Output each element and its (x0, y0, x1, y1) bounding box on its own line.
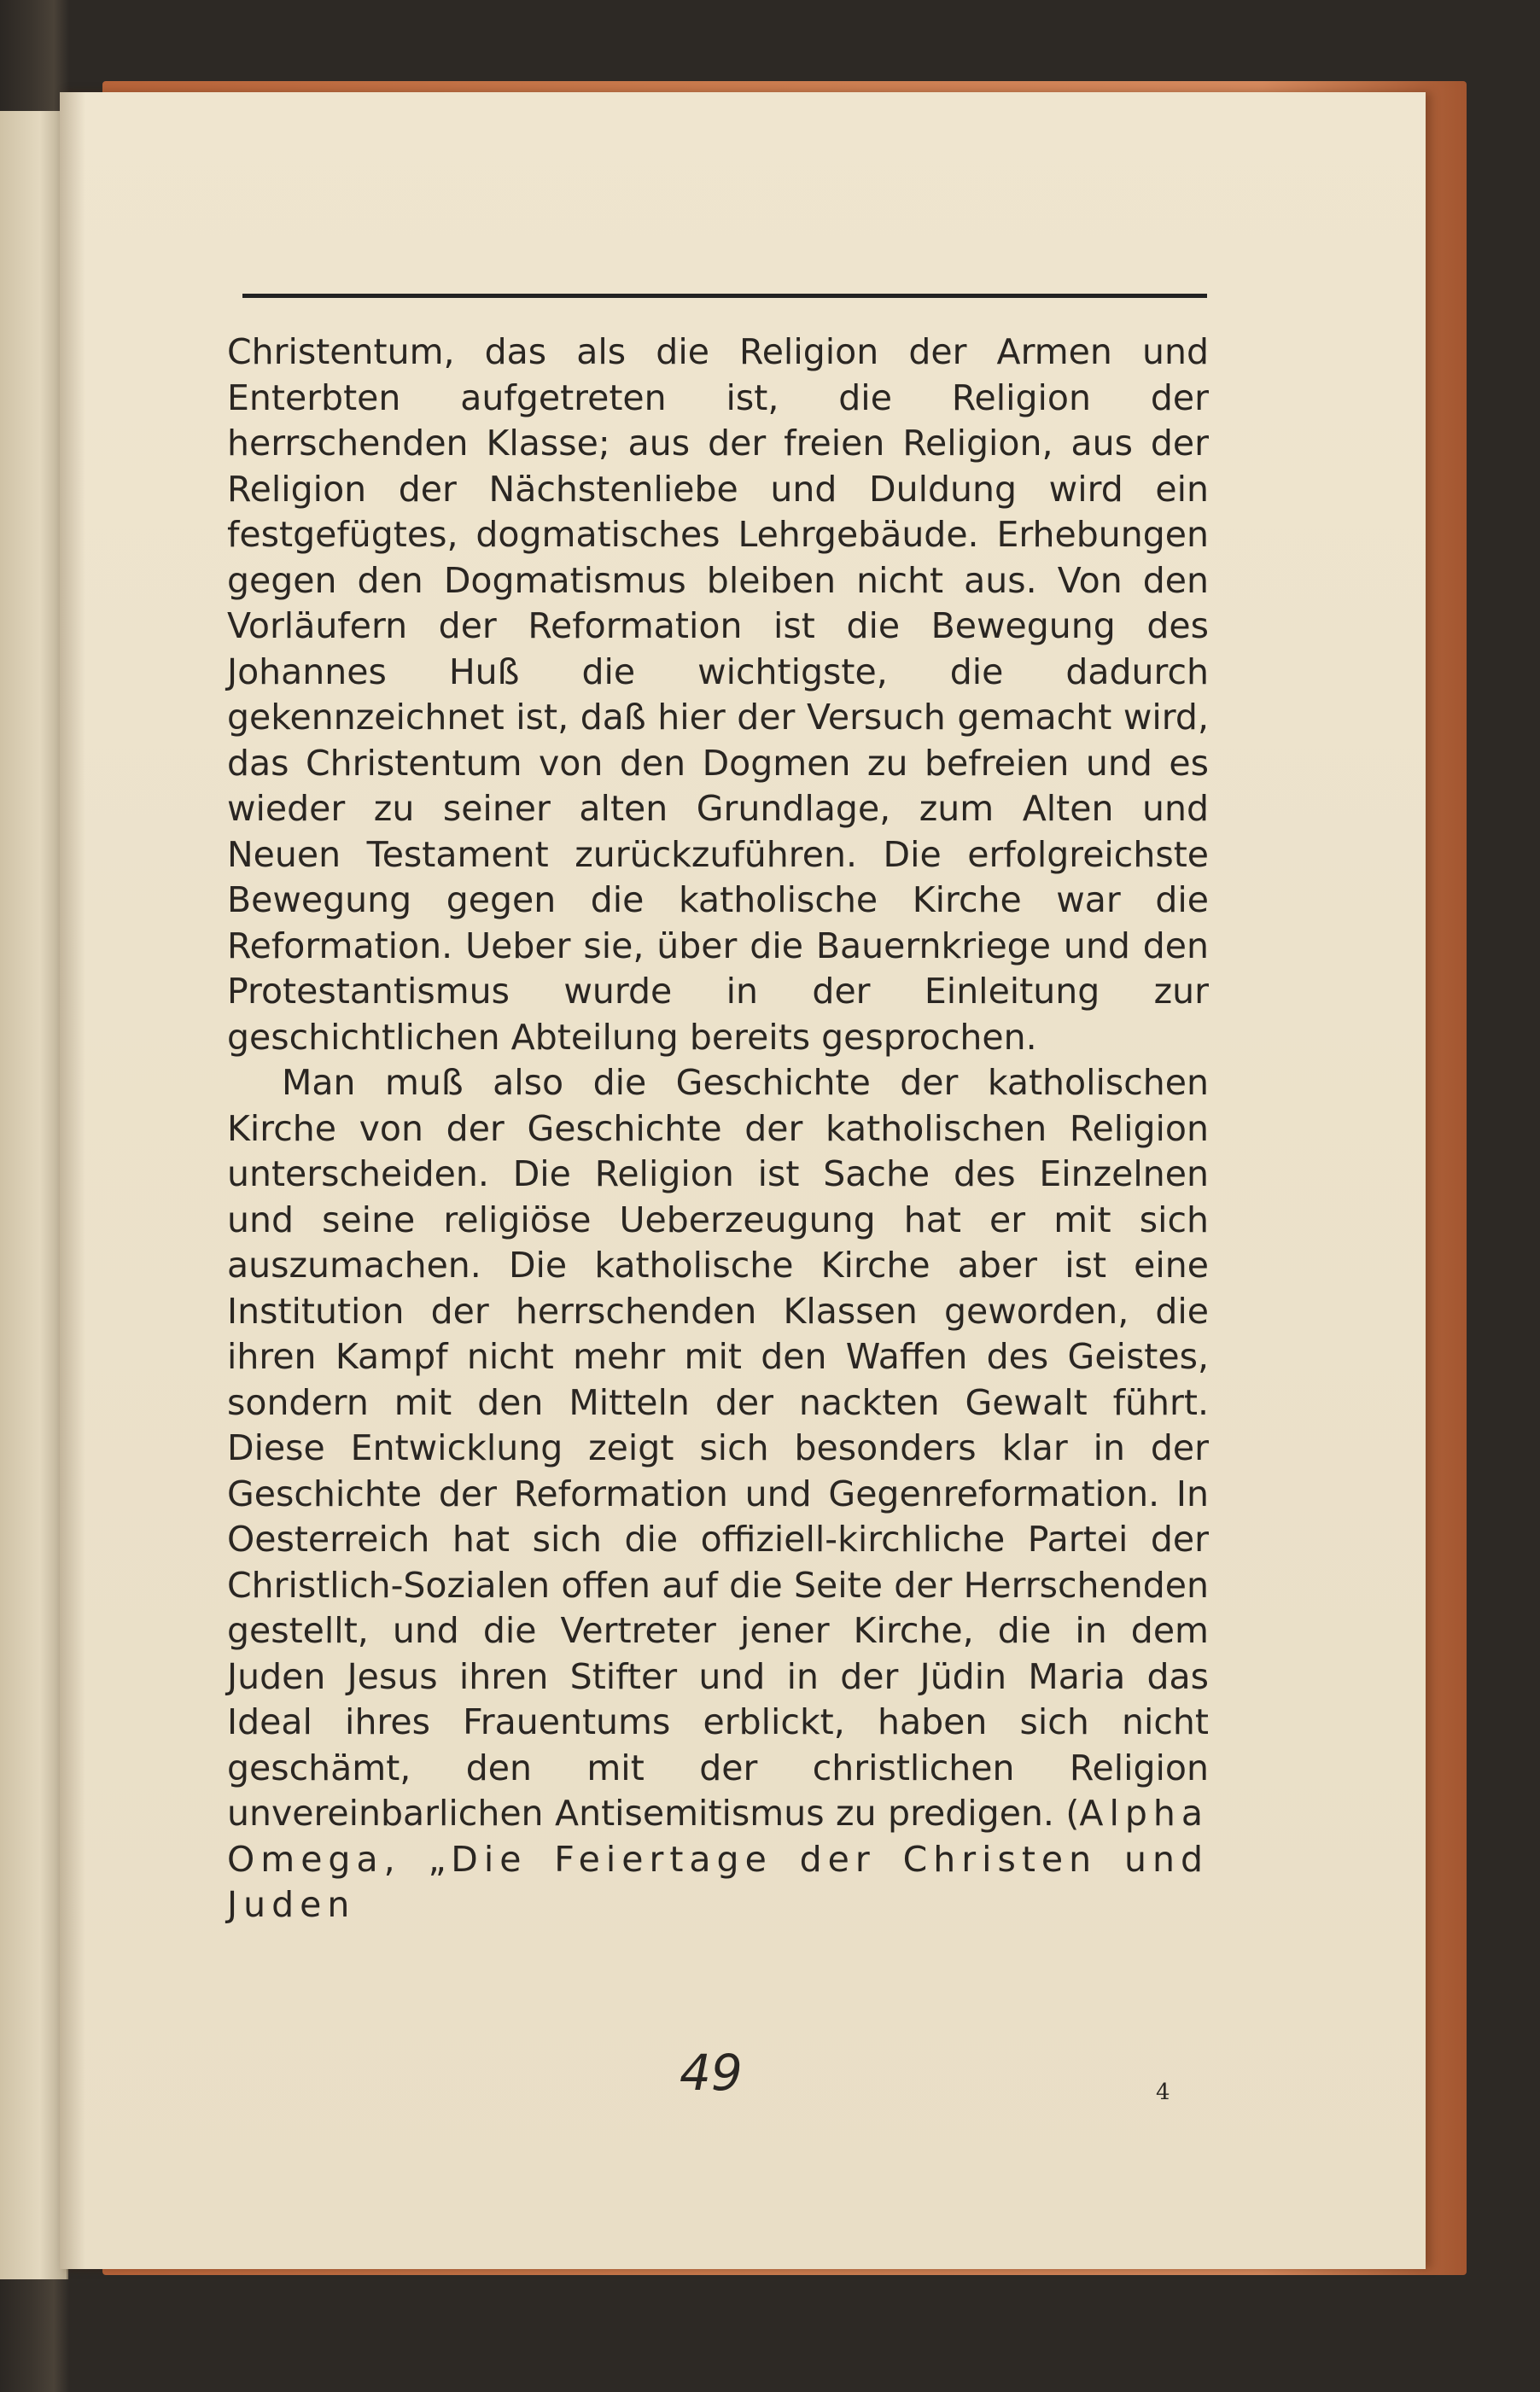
header-rule (242, 294, 1207, 298)
book-page (60, 92, 1426, 2269)
citation-spaced: Alpha Omega, „Die Feiertage der Christen und Juden (227, 1793, 1209, 1925)
signature-mark: 4 (1156, 2080, 1170, 2105)
paragraph-2 (227, 1060, 1209, 1928)
page-number: 49 (680, 2044, 743, 2102)
paragraph-1: Christentum, das als die Religion der Armen und Enterbten aufgetreten ist, die Religion der herrschenden Klasse; aus der freien Religion, aus der Religion der Nächstenliebe und Duldung wird ein festgefügtes, dogmatisches Lehrgebäude. Erhebungen gegen den Dogmatismus bleiben nicht aus. Von den Vorläufern der Reformation ist die Bewegung des Johannes Huß die wichtigste, die dadurch gekennzeichnet ist, daß hier der Versuch gemacht wird, das Christentum von den Dogmen zu befreien und es wieder zu seiner alten Grundlage, zum Alten und Neuen Testament zurückzuführen. Die erfolgreichste Bewegung gegen die katholische Kirche war die Reformation. Ueber sie, über die Bauernkriege und den Protestantismus wurde in der Einleitung zur geschichtlichen Abteilung bereits gesprochen. (227, 331, 1209, 1058)
paragraph-2-text: Man muß also die Geschichte der katholischen Kirche von der Geschichte der katholischen Religion unterscheiden. Die Religion ist Sache des Einzelnen und seine religiöse Ueberzeugung hat er mit sich auszumachen. Die katholische Kirche aber ist eine Institution der herrschenden Klassen geworden, die ihren Kampf nicht mehr mit den Waffen des Geistes, sondern mit den Mitteln der nackten Gewalt führt. Diese Entwicklung zeigt sich besonders klar in der Geschichte der Reformation und Gegenreformation. In Oesterreich hat sich die offiziell-kirchliche Partei der Christlich-Sozialen offen auf die Seite der Herrschenden gestellt, und die Vertreter jener Kirche, die in dem Juden Jesus ihren Stifter und in der Jüdin Maria das Ideal ihres Frauentums erblickt, haben sich nicht geschämt, den mit der christlichen Religion unvereinbarlichen Antisemitismus zu predigen. ( (227, 1062, 1209, 1834)
previous-page-edge (0, 111, 68, 2279)
body-text (227, 330, 1209, 1928)
